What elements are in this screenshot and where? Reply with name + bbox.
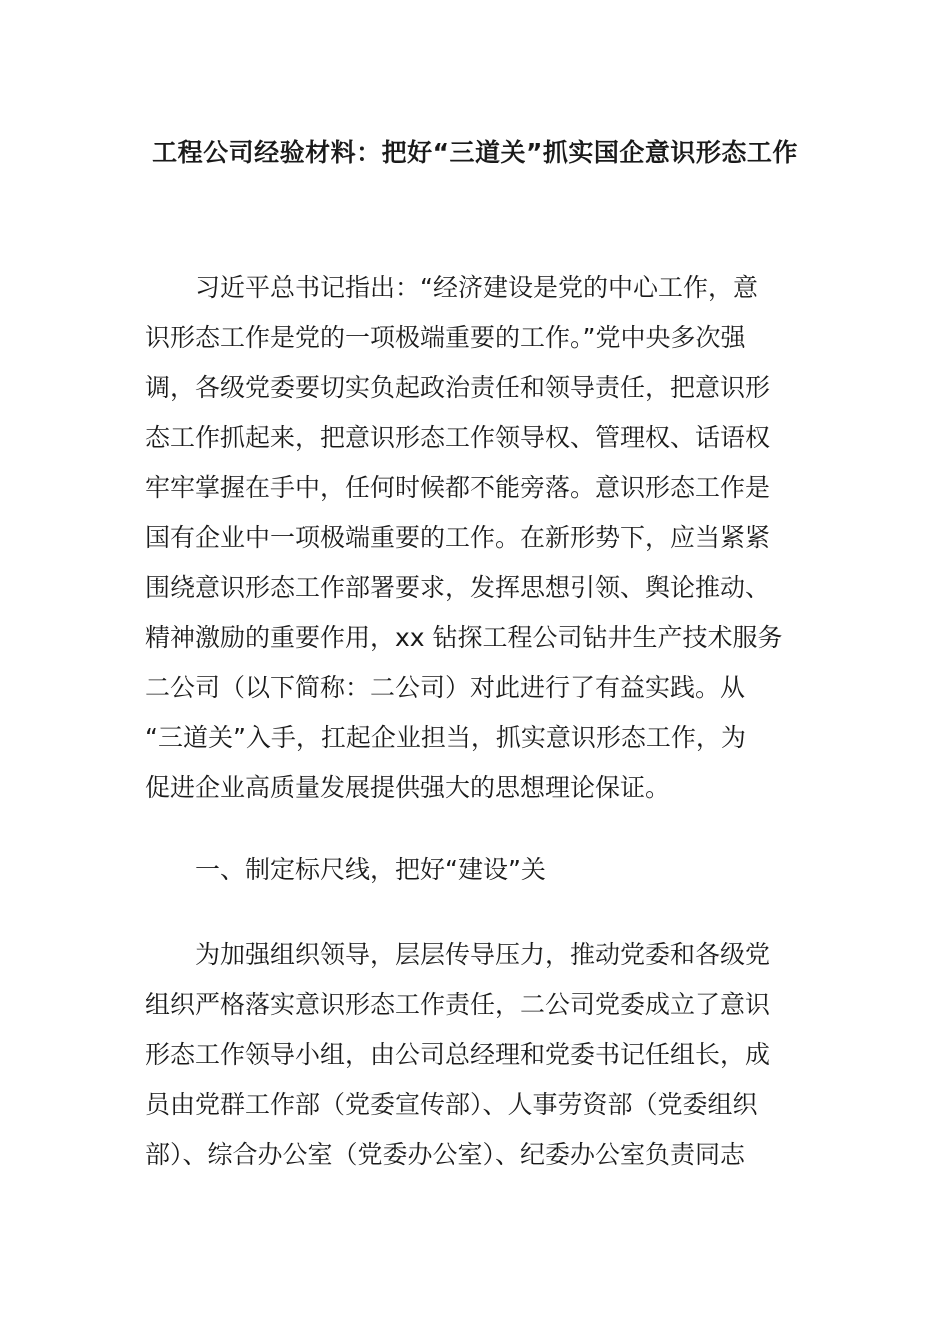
paragraph-intro: [145, 263, 805, 813]
document-title: 工程公司经验材料：把好“三道关”抓实国企意识形态工作: [152, 138, 798, 167]
paragraph-line: 二公司（以下简称：二公司）对此进行了有益实践。从: [145, 673, 746, 702]
paragraph-line: “三道关”入手，扛起企业担当，抓实意识形态工作，为: [145, 723, 746, 752]
section-heading-text: 一、制定标尺线，把好“建设”关: [195, 855, 546, 884]
paragraph-section-1: [145, 930, 805, 1180]
paragraph-line: 习近平总书记指出：“经济建设是党的中心工作，意: [195, 273, 758, 302]
paragraph-line: 员由党群工作部（党委宣传部）、人事劳资部（党委组织: [145, 1090, 758, 1119]
paragraph-line: 识形态工作是党的一项极端重要的工作。”党中央多次强: [145, 323, 746, 352]
paragraph-line: 部）、综合办公室（党委办公室）、纪委办公室负责同志: [145, 1140, 746, 1169]
paragraph-line: 围绕意识形态工作部署要求，发挥思想引领、舆论推动、: [145, 573, 771, 602]
paragraph-line: 精神激励的重要作用，xx 钻探工程公司钻井生产技术服务: [145, 623, 783, 652]
paragraph-line: 国有企业中一项极端重要的工作。在新形势下，应当紧紧: [145, 523, 771, 552]
paragraph-line: 促进企业高质量发展提供强大的思想理论保证。: [145, 773, 671, 802]
paragraph-line: 组织严格落实意识形态工作责任，二公司党委成立了意识: [145, 990, 771, 1019]
section-heading: [145, 845, 805, 895]
paragraph-line: 调，各级党委要切实负起政治责任和领导责任，把意识形: [145, 373, 771, 402]
paragraph-line: 牢牢掌握在手中，任何时候都不能旁落。意识形态工作是: [145, 473, 771, 502]
paragraph-line: 为加强组织领导，层层传导压力，推动党委和各级党: [195, 940, 771, 969]
paragraph-line: 态工作抓起来，把意识形态工作领导权、管理权、话语权: [145, 423, 771, 452]
paragraph-line: 形态工作领导小组，由公司总经理和党委书记任组长，成: [145, 1040, 771, 1069]
